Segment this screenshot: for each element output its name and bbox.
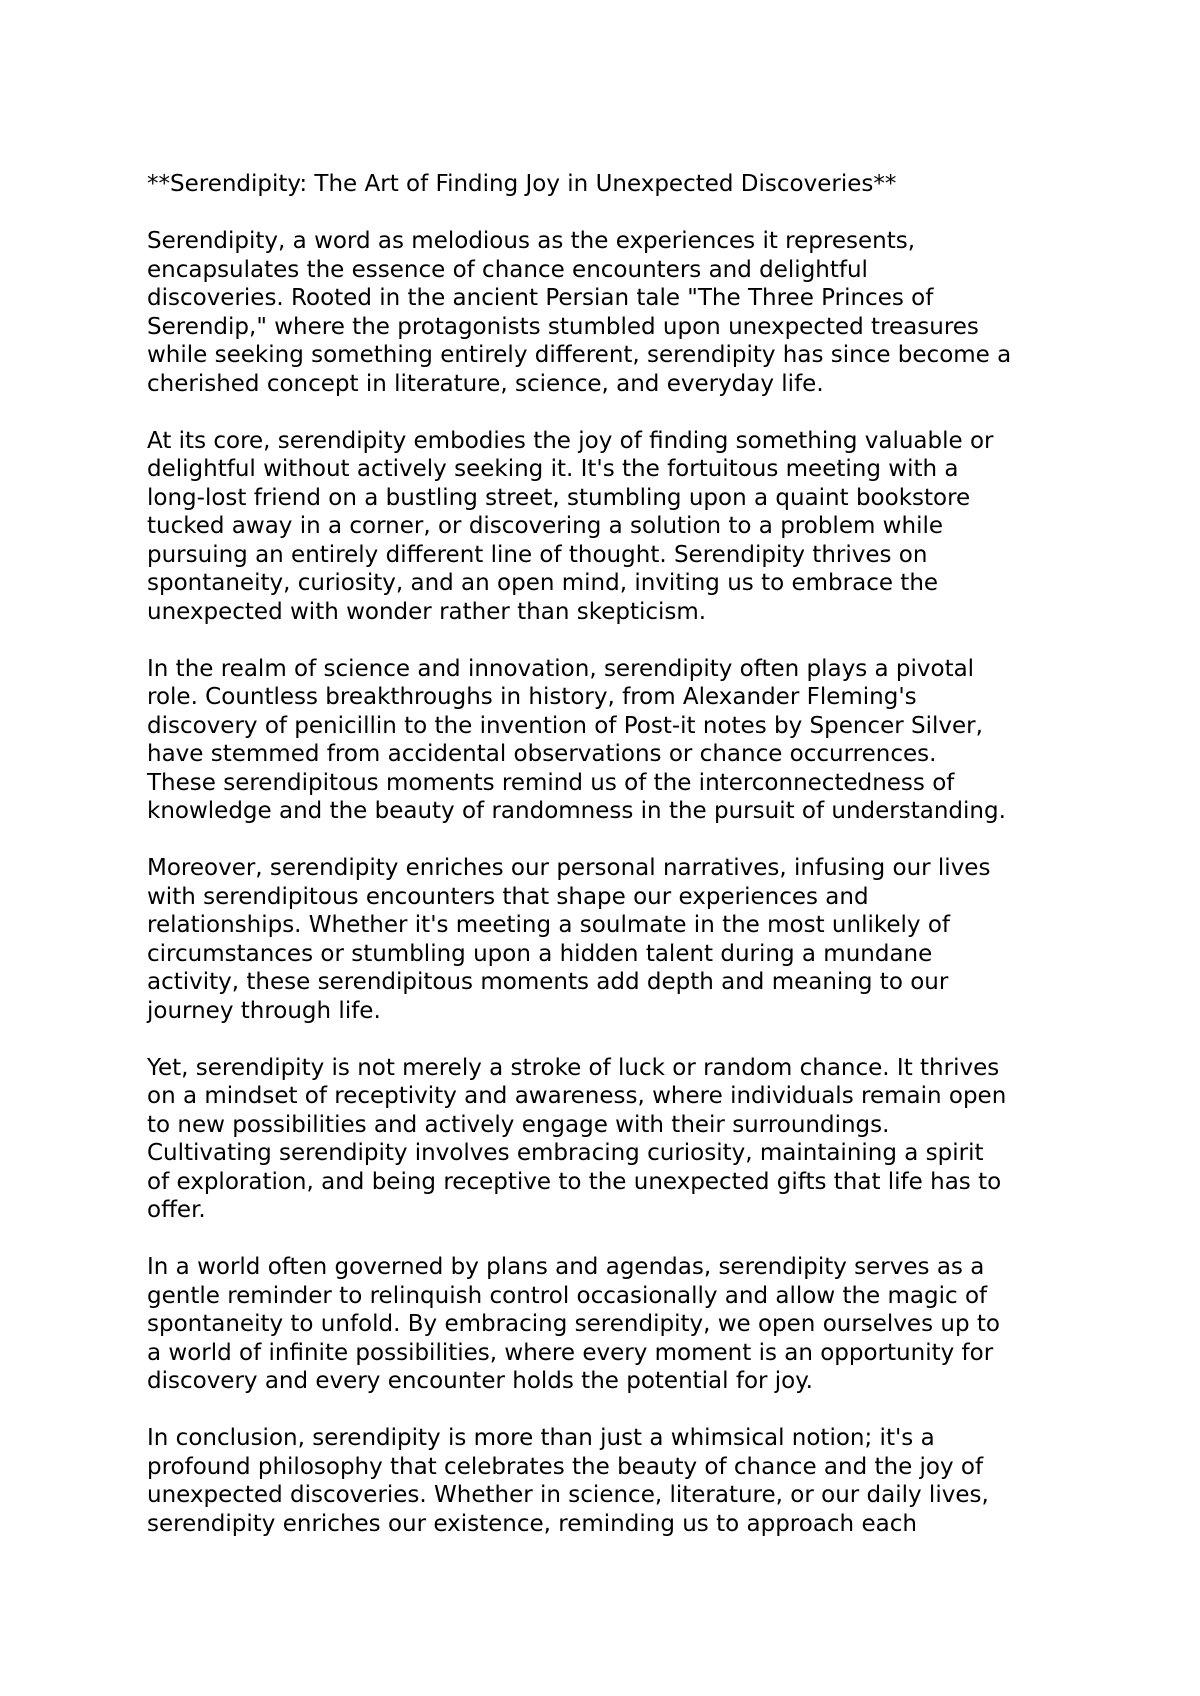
text-line: discoveries. Rooted in the ancient Persian tale "The Three Princes of bbox=[147, 285, 934, 311]
text-line: In conclusion, serendipity is more than just a whimsical notion; it's a bbox=[147, 1425, 935, 1451]
text-line: spontaneity, curiosity, and an open mind, inviting us to embrace the bbox=[147, 570, 939, 596]
text-line: discovery of penicillin to the invention of Post-it notes by Spencer Silver, bbox=[147, 712, 983, 739]
text-line: profound philosophy that celebrates the beauty of chance and the joy of bbox=[147, 1453, 984, 1480]
paragraph-list bbox=[147, 227, 1087, 1538]
document-title: **Serendipity: The Art of Finding Joy in Unexpected Discoveries** bbox=[147, 171, 897, 197]
text-line: tucked away in a corner, or discovering a solution to a problem while bbox=[147, 513, 944, 539]
paragraph bbox=[147, 427, 1087, 627]
text-line: encapsulates the essence of chance encounters and delightful bbox=[147, 256, 868, 283]
text-line: while seeking something entirely different, serendipity has since become a bbox=[147, 342, 1012, 368]
text-line: delightful without actively seeking it. It's the fortuitous meeting with a bbox=[147, 456, 959, 482]
text-line: These serendipitous moments remind us of the interconnectedness of bbox=[147, 769, 955, 796]
text-line: Moreover, serendipity enriches our personal narratives, infusing our lives bbox=[147, 855, 991, 881]
text-line: relationships. Whether it's meeting a soulmate in the most unlikely of bbox=[147, 912, 951, 938]
text-line: unexpected discoveries. Whether in science, literature, or our daily lives, bbox=[147, 1482, 989, 1508]
paragraph bbox=[147, 854, 1087, 1025]
text-line: knowledge and the beauty of randomness in the pursuit of understanding. bbox=[147, 798, 1006, 824]
text-line: long-lost friend on a bustling street, stumbling upon a quaint bookstore bbox=[147, 484, 971, 511]
text-line: activity, these serendipitous moments add depth and meaning to our bbox=[147, 969, 949, 995]
text-line: spontaneity to unfold. By embracing serendipity, we open ourselves up to bbox=[147, 1311, 1000, 1337]
paragraph bbox=[147, 655, 1087, 826]
paragraph bbox=[147, 227, 1087, 398]
text-line: gentle reminder to relinquish control occasionally and allow the magic of bbox=[147, 1282, 988, 1309]
text-line: Yet, serendipity is not merely a stroke of luck or random chance. It thrives bbox=[147, 1054, 1000, 1081]
paragraph bbox=[147, 1424, 1087, 1538]
text-line: of exploration, and being receptive to the unexpected gifts that life has to bbox=[147, 1168, 1002, 1195]
text-line: to new possibilities and actively engage with their surroundings. bbox=[147, 1111, 890, 1138]
text-line: Serendipity, a word as melodious as the experiences it represents, bbox=[147, 228, 916, 254]
text-line: unexpected with wonder rather than skepticism. bbox=[147, 598, 707, 625]
text-line: serendipity enriches our existence, reminding us to approach each bbox=[147, 1510, 917, 1537]
text-line: In a world often governed by plans and agendas, serendipity serves as a bbox=[147, 1254, 985, 1280]
paragraph bbox=[147, 1253, 1087, 1396]
text-line: Serendip," where the protagonists stumbled upon unexpected treasures bbox=[147, 313, 979, 340]
text-line: have stemmed from accidental observations or chance occurrences. bbox=[147, 741, 937, 767]
text-line: discovery and every encounter holds the potential for joy. bbox=[147, 1368, 813, 1394]
text-line: role. Countless breakthroughs in history, from Alexander Fleming's bbox=[147, 684, 917, 710]
text-line: pursuing an entirely different line of thought. Serendipity thrives on bbox=[147, 541, 928, 568]
document-body bbox=[147, 170, 1087, 1567]
paragraph bbox=[147, 1054, 1087, 1225]
text-line: In the realm of science and innovation, serendipity often plays a pivotal bbox=[147, 655, 975, 682]
text-line: cherished concept in literature, science, and everyday life. bbox=[147, 370, 824, 397]
text-line: offer. bbox=[147, 1197, 206, 1223]
text-line: a world of infinite possibilities, where every moment is an opportunity for bbox=[147, 1339, 994, 1366]
text-line: circumstances or stumbling upon a hidden talent during a mundane bbox=[147, 940, 933, 967]
text-line: Cultivating serendipity involves embracing curiosity, maintaining a spirit bbox=[147, 1140, 984, 1166]
text-line: with serendipitous encounters that shape our experiences and bbox=[147, 883, 869, 910]
text-line: on a mindset of receptivity and awareness, where individuals remain open bbox=[147, 1083, 1007, 1109]
text-line: journey through life. bbox=[147, 997, 381, 1024]
text-line: At its core, serendipity embodies the joy of finding something valuable or bbox=[147, 427, 994, 454]
